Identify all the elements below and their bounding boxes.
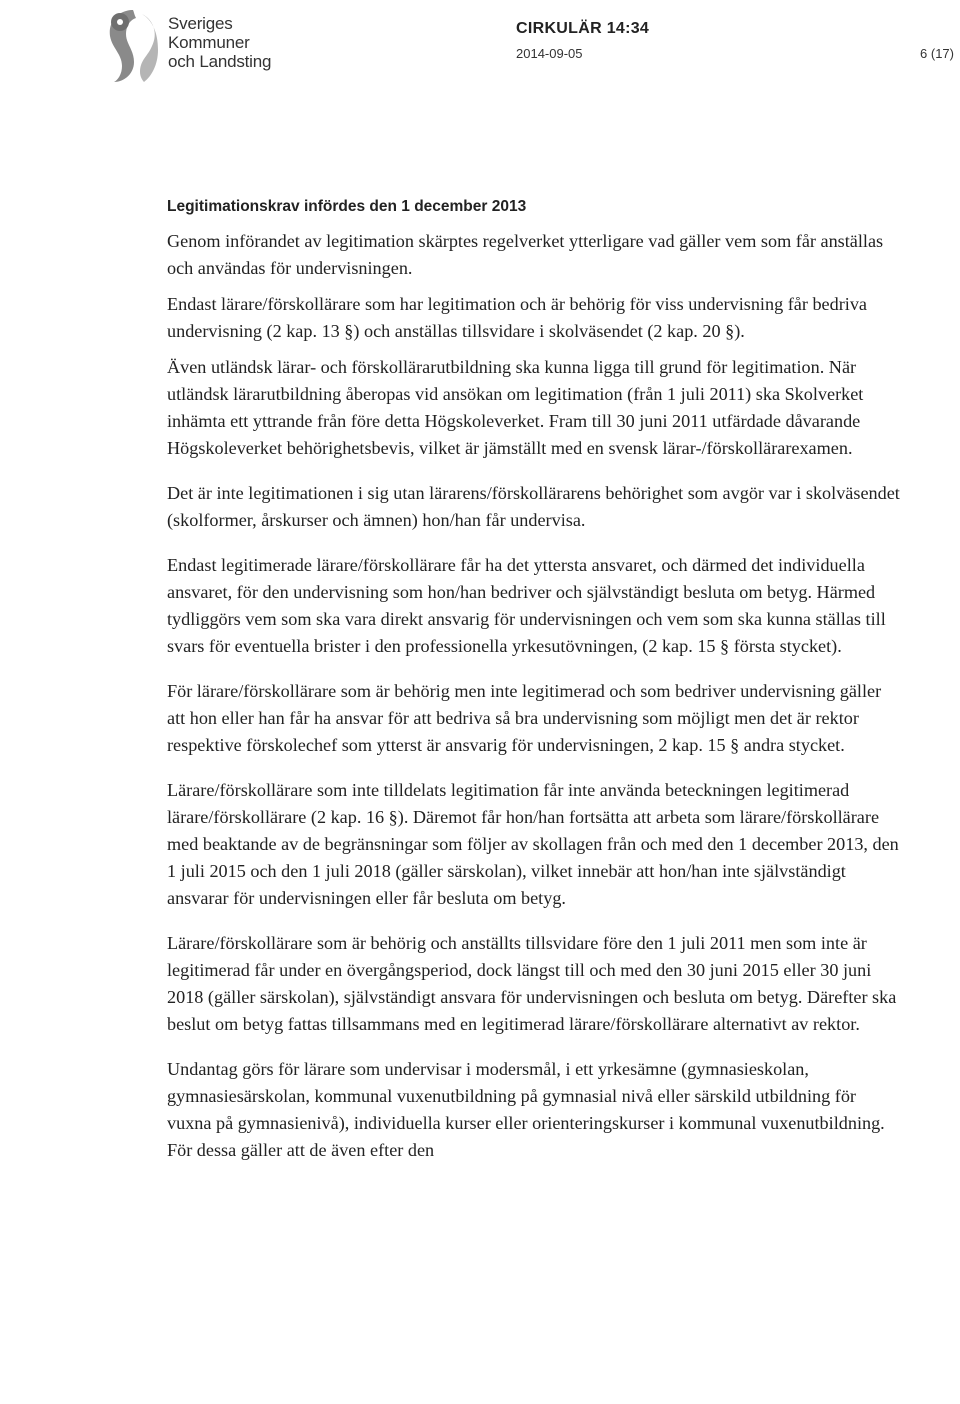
- paragraph: Det är inte legitimationen i sig utan lärarens/förskollärarens behörighet som avgör var i skolväsendet (skolformer, årskurser och ämnen) hon/han får undervisa.: [167, 483, 900, 530]
- organization-name: [168, 14, 271, 71]
- paragraph: Endast lärare/förskollärare som har legitimation och är behörig för viss undervisning får bedriva undervisning (2 kap. 13 §) och anställas tillsvidare i skolväsendet (2 kap. 20 §).: [167, 294, 867, 341]
- org-line-2: Kommuner: [168, 33, 250, 52]
- paragraph: Genom införandet av legitimation skärptes regelverket ytterligare vad gäller vem som får anställas och användas för undervisningen.: [167, 231, 884, 278]
- paragraph: Lärare/förskollärare som är behörig och anställts tillsvidare före den 1 juli 2011 men som inte är legitimerad får under en övergångsperiod, dock längst till och med den 30 juni 2015 eller 30 juni 2018 (gäller särskolan), självständigt ansvara för undervisningen och besluta om betyg. Därefter ska beslut om betyg fattas tillsammans med en legitimerad lärare/förskollärare alternativt av rektor.: [167, 933, 897, 1034]
- paragraph: Även utländsk lärar- och förskollärarutbildning ska kunna ligga till grund för legitimation. När utländsk lärarutbildning åberopas vid ansökan om legitimation (från 1 juli 2011) ska Skolverket inhämta ett yttrande från före detta Högskoleverket. Fram till 30 juni 2011 utfärdade dåvarande Högskoleverket behörighetsbevis, vilket är jämställt med en svensk lärar-/förskollärarexamen.: [167, 357, 864, 458]
- org-line-3: och Landsting: [168, 52, 272, 71]
- paragraph: För lärare/förskollärare som är behörig men inte legitimerad och som bedriver undervisning gäller att hon eller han får ha ansvar för att bedriva så bra undervisning som möjligt men det är rektor respektive förskolechef som ytterst är ansvarig för undervisningen, 2 kap. 15 § andra stycket.: [167, 681, 882, 755]
- organization-logo: [100, 4, 310, 84]
- paragraph: Undantag görs för lärare som undervisar i modersmål, i ett yrkesämne (gymnasieskolan, gymnasiesärskolan, kommunal vuxenutbildning på gymnasial nivå eller särskild utbildning för vuxna på gymnasienivå), individuella kurser eller orienteringskurser i kommunal vuxenutbildning. För dessa gäller att de även efter den: [167, 1059, 885, 1160]
- section-heading: Legitimationskrav infördes den 1 december 2013: [167, 198, 527, 215]
- circular-date: 2014-09-05: [516, 46, 583, 61]
- logo-emblem-icon: [100, 4, 166, 84]
- circular-title: CIRKULÄR 14:34: [516, 20, 650, 37]
- paragraph: Endast legitimerade lärare/förskollärare får ha det yttersta ansvaret, och därmed det individuella ansvaret, för den undervisning som hon/han bedriver och självständigt besluta om betyg. Härmed tydliggörs vem som ska vara direkt ansvarig för undervisningen och vem som ska kunna ställas till svars för eventuella brister i den professionella yrkesutövningen, (2 kap. 15 § första stycket).: [167, 555, 886, 656]
- document-body: [167, 198, 902, 1182]
- org-line-1: Sveriges: [168, 14, 233, 33]
- paragraph: Lärare/förskollärare som inte tilldelats legitimation får inte använda beteckningen legitimerad lärare/förskollärare (2 kap. 16 §). Däremot får hon/han fortsätta att arbeta som lärare/förskollärare med beaktande av de begränsningar som följer av skollagen från och med den 1 december 2013, den 1 juli 2015 och den 1 juli 2018 (gäller särskolan), vilket innebär att hon/han inte självständigt ansvarar för undervisningen eller får besluta om betyg.: [167, 780, 899, 908]
- page-number: 6 (17): [920, 46, 954, 61]
